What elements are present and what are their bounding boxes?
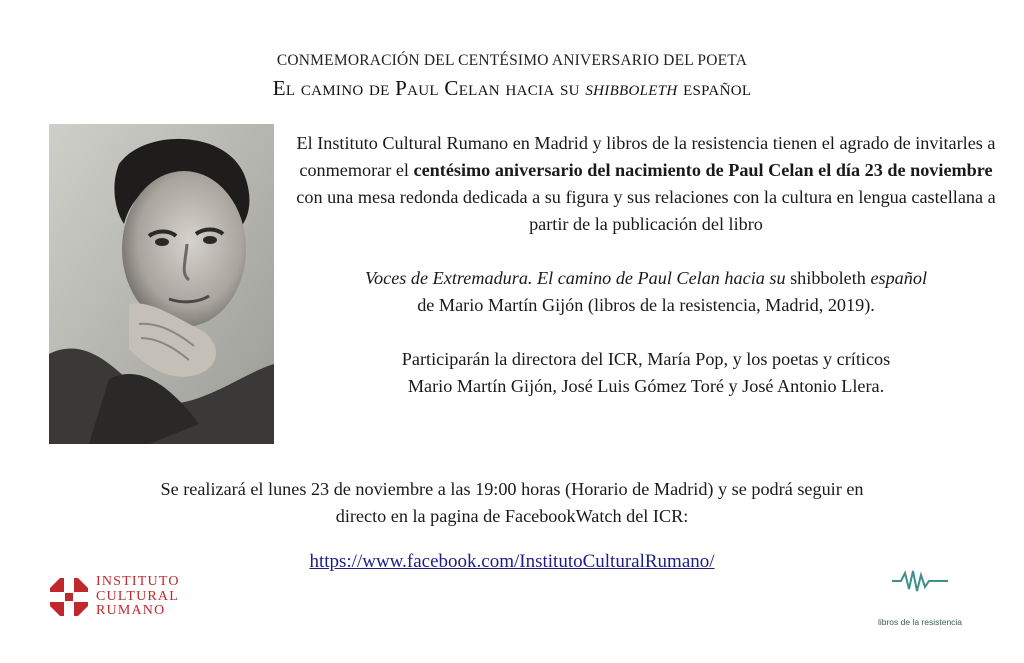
event-title — [0, 76, 1024, 101]
book-title-roman: shibboleth — [785, 268, 871, 288]
intro-text-2: con una mesa redonda dedicada a su figura y sus relaciones con la cultura en lengua castellana a partir de la publicación del libro — [296, 187, 996, 234]
libros-resistencia-text: libros de la resistencia — [877, 617, 963, 627]
book-title-italic: Voces de Extremadura. El camino de Paul Celan hacia su — [364, 268, 786, 288]
icr-logo-text — [96, 575, 180, 619]
icr-logo — [50, 575, 180, 619]
event-line-1: Se realizará el lunes 23 de noviembre a las 19:00 horas (Horario de Madrid) y se podrá seguir en — [160, 479, 864, 499]
participants-line-2: Mario Martín Gijón, José Luis Gómez Toré y José Antonio Llera. — [407, 376, 885, 396]
book-paragraph — [296, 265, 996, 319]
intro-text-1: El Instituto Cultural Rumano en Madrid y libros de la resistencia tienen el agrado de invitarles a conmemorar el — [296, 133, 996, 180]
title-italic: shibboleth — [585, 76, 678, 100]
event-info — [40, 476, 984, 530]
participants-paragraph — [296, 346, 996, 400]
waveform-icon — [892, 568, 948, 594]
icr-line-1: INSTITUTO — [96, 574, 180, 589]
book-title-italic-2: español — [870, 268, 928, 288]
title-part2: español — [677, 76, 752, 100]
libros-resistencia-logo — [870, 568, 970, 627]
book-details: de Mario Martín Gijón (libros de la resistencia, Madrid, 2019). — [417, 295, 875, 315]
intro-bold: centésimo aniversario del nacimiento de Paul Celan el día 23 de noviembre — [413, 160, 993, 180]
event-line-2: directo en la pagina de FacebookWatch del ICR: — [335, 506, 689, 526]
icr-line-3: RUMANO — [96, 603, 166, 618]
icr-line-2: CULTURAL — [96, 588, 179, 604]
title-part1: El camino de Paul Celan hacia su — [272, 76, 586, 100]
event-subtitle: CONMEMORACIÓN DEL CENTÉSIMO ANIVERSARIO DEL POETA — [276, 52, 748, 69]
invitation-body — [296, 130, 996, 400]
participants-line-1: Participarán la directora del ICR, María Pop, y los poetas y críticos — [401, 349, 891, 369]
intro-paragraph — [296, 130, 996, 238]
icr-emblem-icon — [50, 578, 88, 616]
facebook-link[interactable]: https://www.facebook.com/InstitutoCulturalRumano/ — [309, 551, 715, 572]
poet-portrait-photo — [49, 124, 274, 444]
